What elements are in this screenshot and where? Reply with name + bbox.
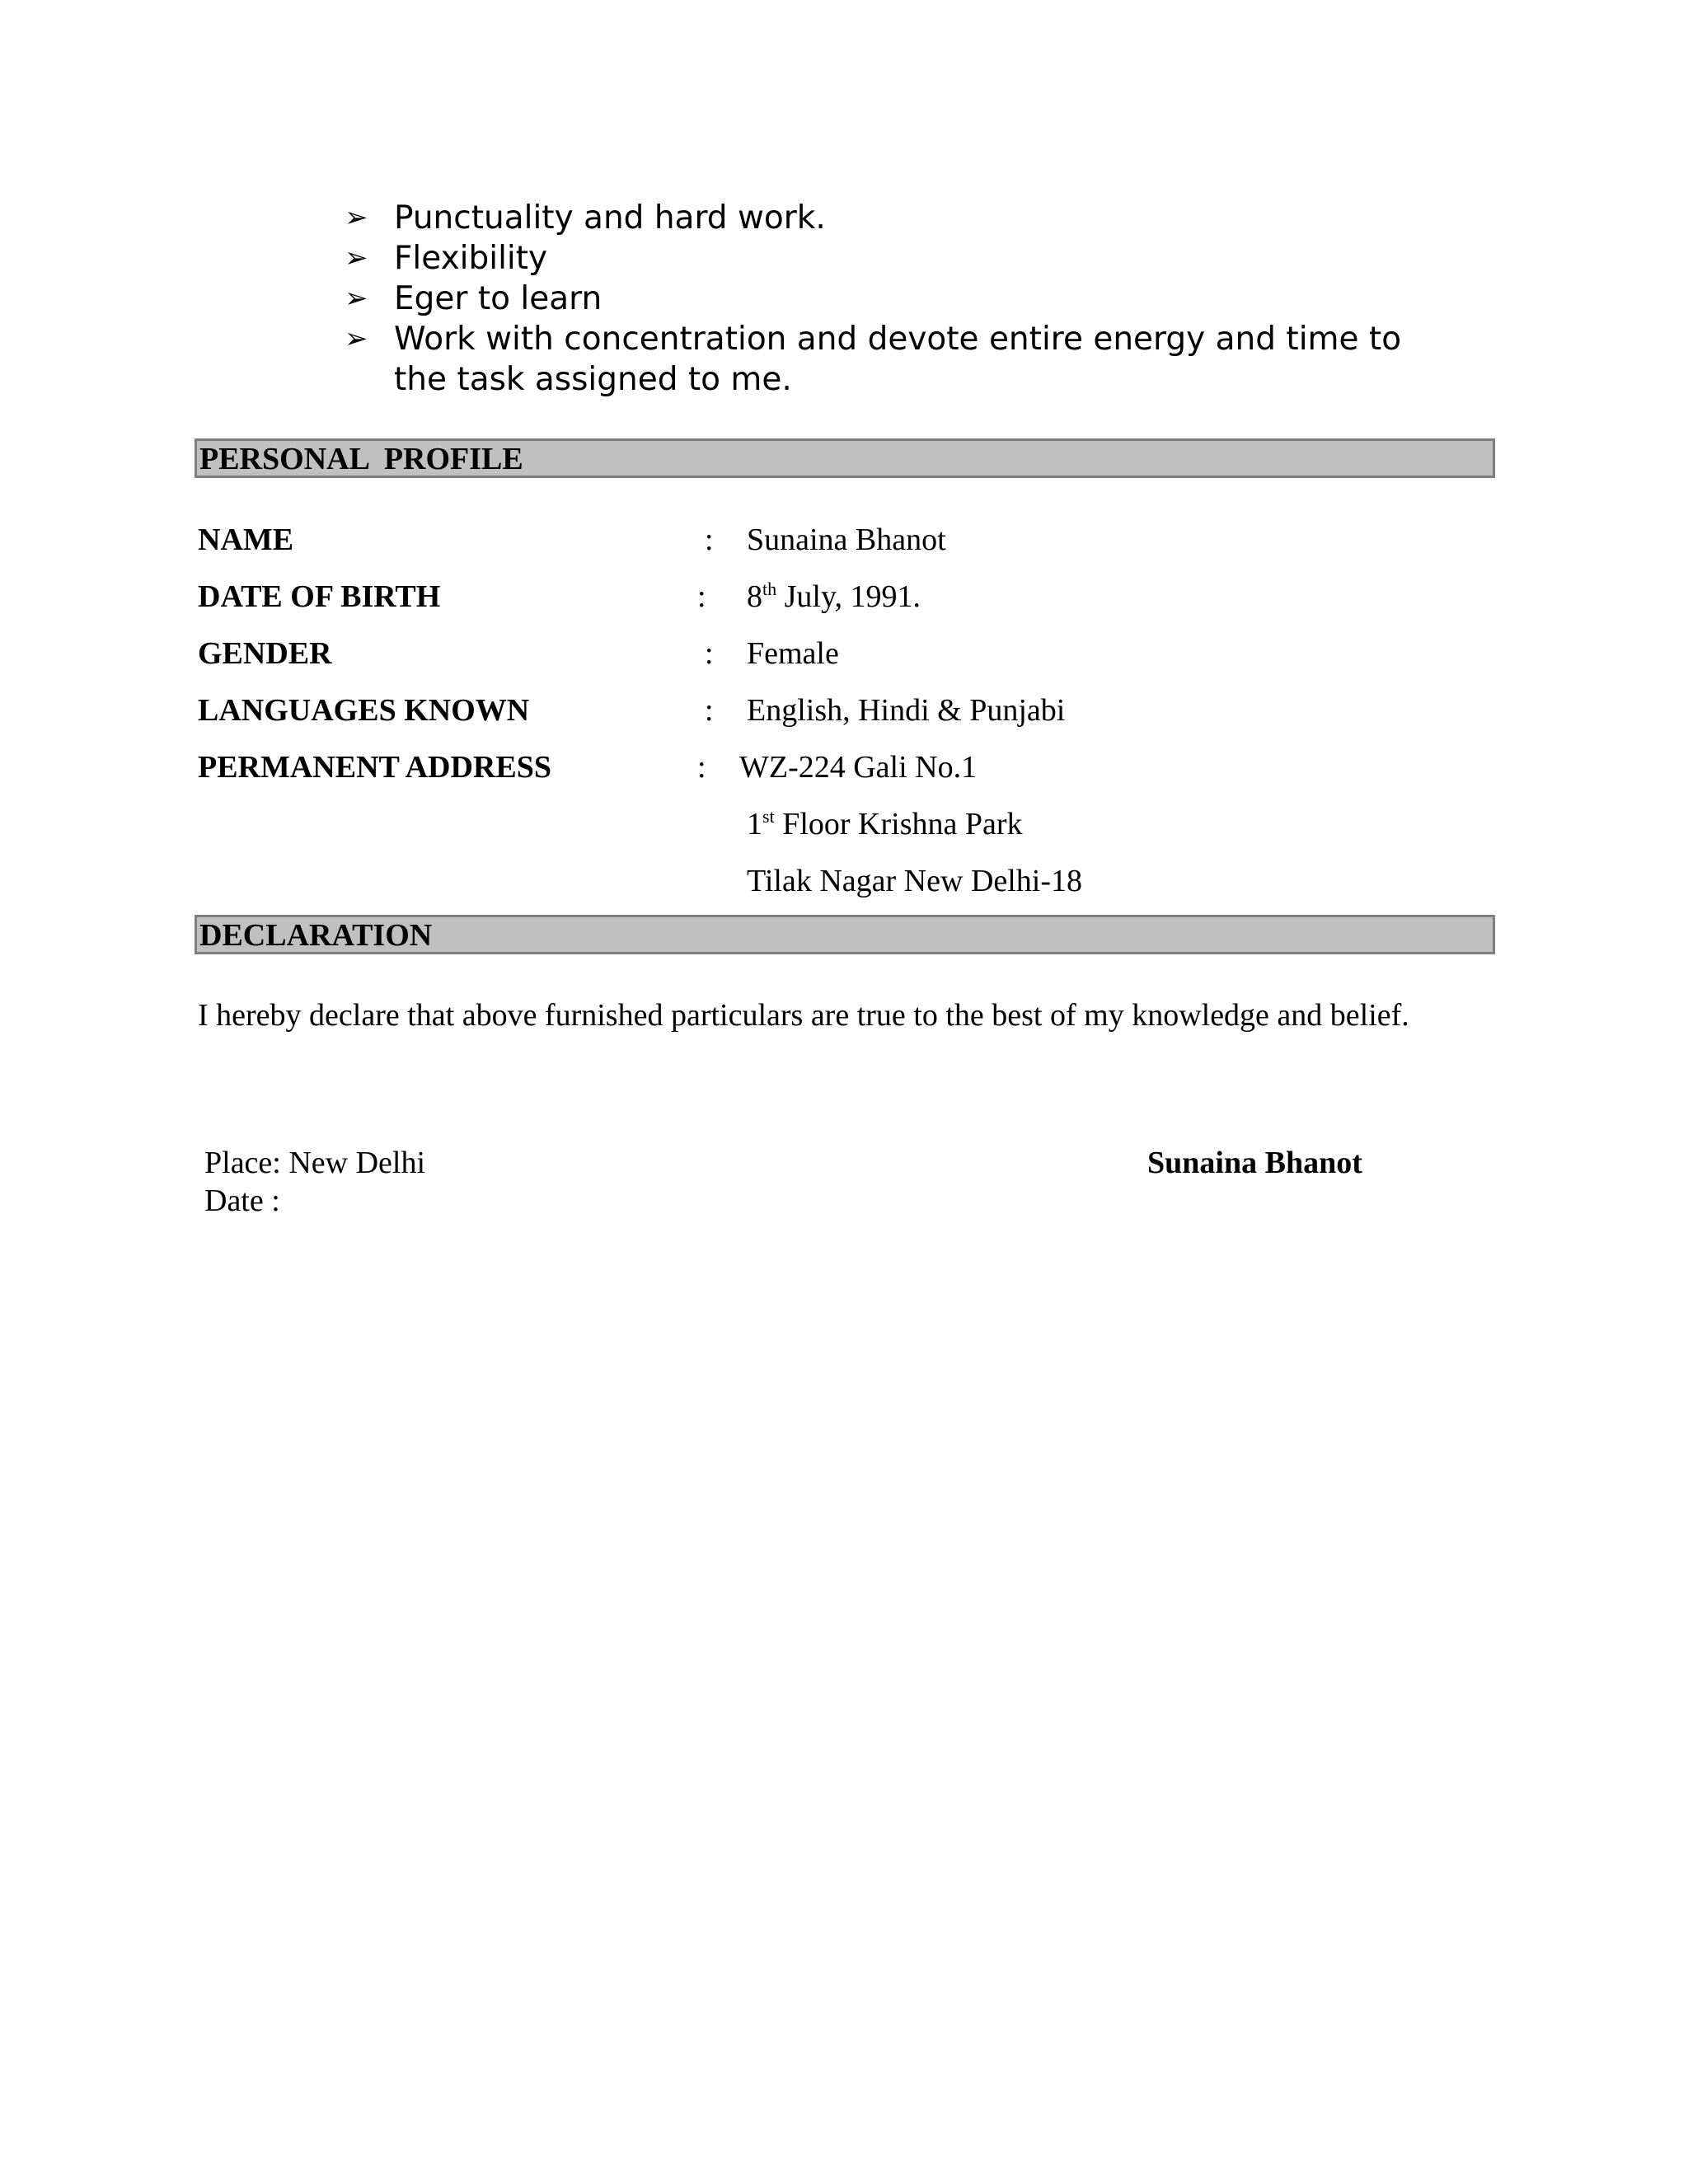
languages-value: English, Hindi & Punjabi (747, 693, 1066, 728)
arrow-bullet-icon: ➢ (345, 241, 368, 274)
languages-label: LANGUAGES KNOWN (198, 693, 530, 728)
dob-day: 8 (747, 579, 762, 614)
address-line-2 (747, 799, 1023, 853)
personal-profile-heading: PERSONAL PROFILE (195, 438, 1495, 478)
list-item (345, 319, 1515, 400)
profile-row-address (198, 743, 1434, 792)
date-line: Date : (204, 1183, 280, 1218)
colon-separator: : (705, 693, 714, 728)
gender-value: Female (747, 636, 839, 671)
address-label: PERMANENT ADDRESS (198, 750, 551, 785)
signature-name: Sunaina Bhanot (1147, 1146, 1362, 1180)
arrow-bullet-icon: ➢ (345, 201, 368, 234)
declaration-text: I hereby declare that above furnished particulars are true to the best of my knowledge and belief. (198, 998, 1409, 1033)
dob-day-suffix: th (762, 579, 777, 599)
list-item (345, 198, 1515, 238)
colon-separator: : (705, 636, 714, 671)
declaration-heading: DECLARATION (195, 915, 1495, 954)
profile-row-dob (198, 572, 1434, 621)
address-floor-suffix: st (762, 806, 775, 827)
dob-label: DATE OF BIRTH (198, 579, 441, 614)
profile-row-name (198, 515, 1434, 565)
address-line-3: Tilak Nagar New Delhi-18 (747, 864, 1083, 898)
list-item (345, 238, 1515, 279)
address-floor-rest: Floor Krishna Park (774, 807, 1023, 841)
address-floor-number: 1 (747, 807, 762, 841)
quality-text: Work with concentration and devote entire energy and time to the task assigned to me. (394, 321, 1402, 398)
gender-label: GENDER (198, 636, 332, 671)
place-line: Place: New Delhi (204, 1146, 426, 1180)
profile-row-languages (198, 686, 1434, 735)
name-label: NAME (198, 523, 294, 557)
dob-value (747, 572, 921, 626)
colon-separator: : (705, 523, 714, 557)
colon-separator: : (697, 579, 706, 614)
quality-text: Flexibility (394, 240, 548, 277)
quality-text: Eger to learn (394, 280, 603, 317)
quality-text: Punctuality and hard work. (394, 199, 826, 237)
list-item (345, 279, 1515, 319)
colon-separator: : (697, 750, 706, 785)
address-line-1: WZ-224 Gali No.1 (739, 750, 978, 785)
arrow-bullet-icon: ➢ (345, 322, 368, 355)
qualities-list (345, 198, 1515, 400)
dob-rest: July, 1991. (776, 579, 921, 614)
profile-row-gender (198, 629, 1434, 678)
arrow-bullet-icon: ➢ (345, 282, 368, 315)
name-value: Sunaina Bhanot (747, 523, 946, 557)
